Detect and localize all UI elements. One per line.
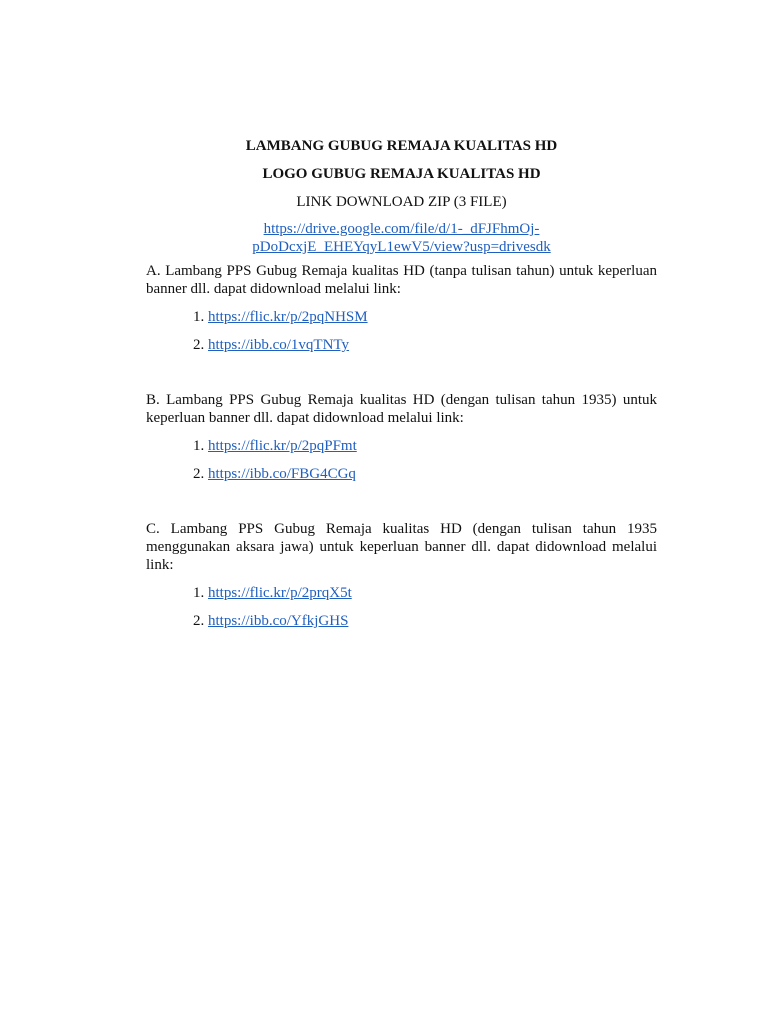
document-page [146, 137, 657, 630]
list-number: 1. [193, 585, 205, 601]
download-link[interactable]: https://ibb.co/FBG4CGq [208, 466, 356, 482]
zip-link-line-1: https://drive.google.com/file/d/1-_dFJFhmOj- [263, 221, 540, 237]
list-number: 2. [193, 466, 205, 482]
section-a-link-list [146, 308, 657, 354]
zip-download-heading: LINK DOWNLOAD ZIP (3 FILE) [296, 194, 507, 210]
zip-download-link-block [146, 220, 657, 256]
section-a-text: A. Lambang PPS Gubug Remaja kualitas HD (tanpa tulisan tahun) untuk keperluan banner dll. dapat didownload melalui link: [146, 263, 657, 297]
section-b-text: B. Lambang PPS Gubug Remaja kualitas HD (dengan tulisan tahun 1935) untuk keperluan banner dll. dapat didownload melalui link: [146, 392, 657, 426]
list-number: 2. [193, 613, 205, 629]
list-item [146, 437, 657, 455]
section-c-link-list [146, 584, 657, 630]
zip-link-line-2: pDoDcxjE_EHEYqyL1ewV5/view?usp=drivesdk [252, 239, 551, 255]
zip-download-link[interactable] [252, 221, 550, 255]
download-link[interactable]: https://ibb.co/1vqTNTy [208, 337, 350, 353]
list-item [146, 465, 657, 483]
download-link[interactable]: https://flic.kr/p/2pqPFmt [208, 438, 357, 454]
list-number: 2. [193, 337, 205, 353]
list-number: 1. [193, 438, 205, 454]
list-item [146, 336, 657, 354]
list-item [146, 612, 657, 630]
download-link[interactable]: https://flic.kr/p/2prqX5t [208, 585, 352, 601]
list-item [146, 308, 657, 326]
download-link[interactable]: https://ibb.co/YfkjGHS [208, 613, 349, 629]
section-b-link-list [146, 437, 657, 483]
document-title-secondary: LOGO GUBUG REMAJA KUALITAS HD [262, 166, 541, 182]
list-item [146, 584, 657, 602]
download-link[interactable]: https://flic.kr/p/2pqNHSM [208, 309, 368, 325]
section-c-text: C. Lambang PPS Gubug Remaja kualitas HD (dengan tulisan tahun 1935 menggunakan aksara jawa) untuk keperluan banner dll. dapat didownload melalui link: [146, 521, 657, 573]
document-title: LAMBANG GUBUG REMAJA KUALITAS HD [245, 138, 558, 154]
list-number: 1. [193, 309, 205, 325]
